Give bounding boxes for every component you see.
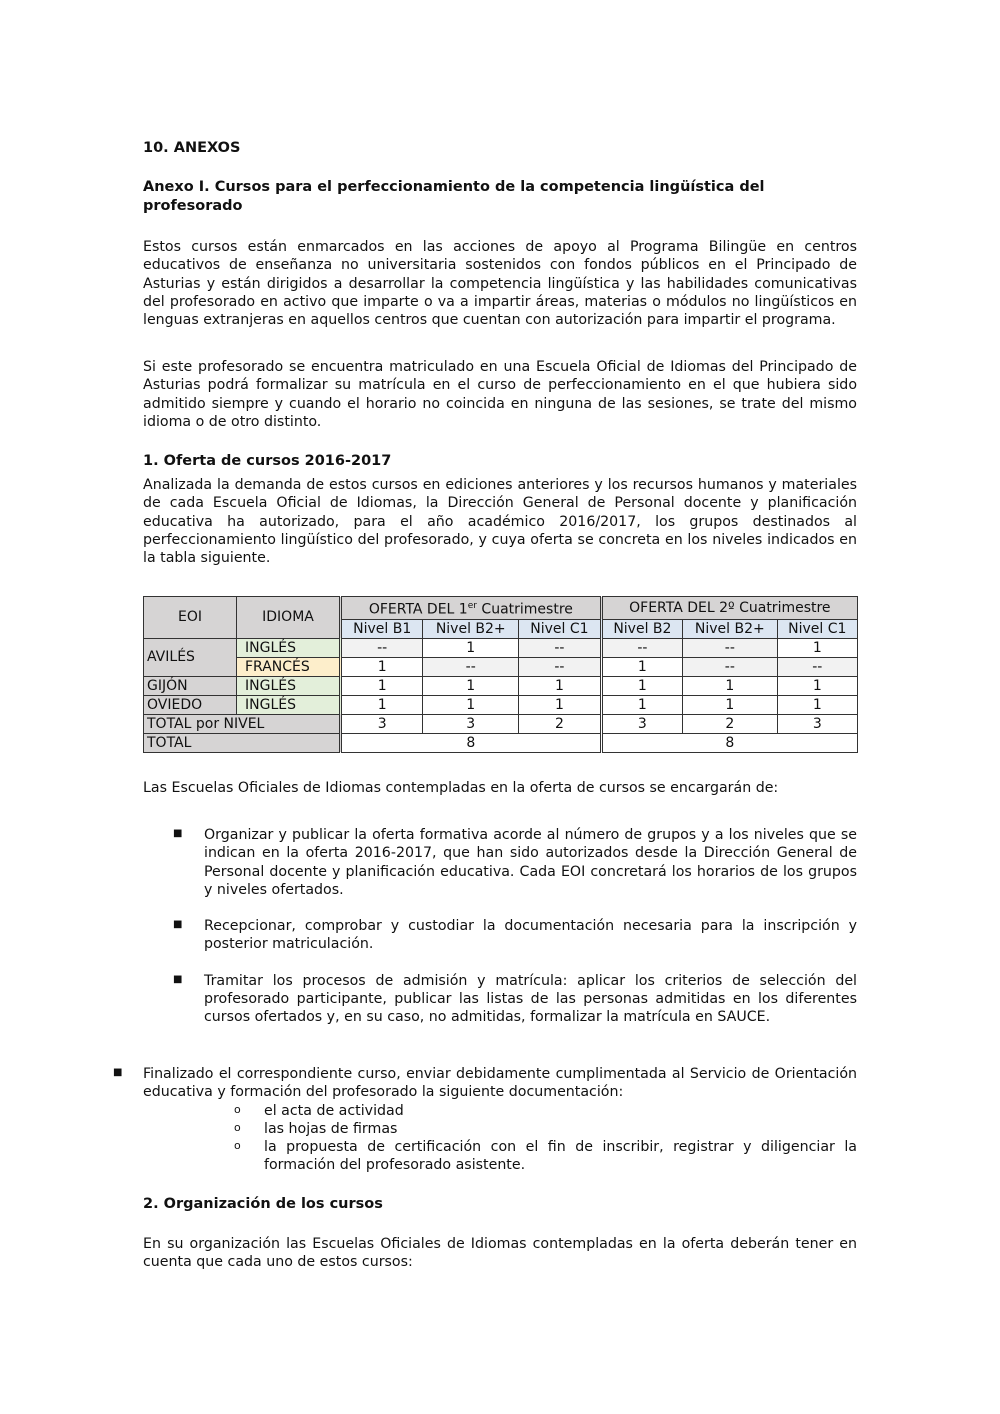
level-header: Nivel B2+ [423, 619, 519, 638]
table-row [144, 657, 858, 676]
square-bullet-icon: ■ [173, 828, 183, 839]
value-cell: -- [683, 657, 778, 676]
value-cell: 1 [601, 695, 682, 714]
value-cell: 1 [683, 695, 778, 714]
value-cell: -- [341, 638, 423, 657]
total-cell: 3 [423, 714, 519, 733]
value-cell: 1 [777, 638, 857, 657]
list-item: o el acta de actividad [234, 1102, 404, 1119]
after-table-text: Las Escuelas Oficiales de Idiomas contempladas en la oferta de cursos se encargarán de: [143, 780, 779, 796]
circle-bullet-icon: o [234, 1139, 241, 1153]
value-cell: -- [423, 657, 519, 676]
idioma-cell: INGLÉS [237, 676, 341, 695]
header-idioma: IDIOMA [237, 597, 341, 639]
value-cell: 1 [341, 695, 423, 714]
table-row [144, 676, 858, 695]
table-row [144, 695, 858, 714]
square-bullet-icon: ■ [173, 919, 183, 931]
total-group1: 8 [341, 733, 602, 752]
header-eoi: EOI [144, 597, 237, 639]
section1-paragraph: Analizada la demanda de estos cursos en ediciones anteriores y los recursos humanos y materiales de cada Escuela Oficial de Idiomas, la Dirección General de Personal docente y planificación educativa ha autorizado, para el año académico 2016/2017, los grupos destinados al perfeccionamiento lingüístico del profesorado, y cuya oferta se concreta en los niveles indicados en la tabla siguiente. [143, 477, 857, 567]
header-group2: OFERTA DEL 2º Cuatrimestre [601, 597, 857, 620]
eoi-cell: AVILÉS [144, 638, 237, 676]
circle-bullet-icon: o [234, 1120, 241, 1134]
total-row [144, 733, 858, 752]
level-header: Nivel B1 [341, 619, 423, 638]
value-cell: 1 [423, 638, 519, 657]
value-cell: 1 [423, 695, 519, 714]
section2-title: 2. Organización de los cursos [143, 1196, 383, 1212]
list-item: o las hojas de firmas [234, 1120, 398, 1137]
header-group1: OFERTA DEL 1er Cuatrimestre [341, 597, 602, 620]
total-group2: 8 [601, 733, 857, 752]
value-cell: 1 [519, 695, 602, 714]
table-row [144, 638, 858, 657]
section2-paragraph: En su organización las Escuelas Oficiales de Idiomas contempladas en la oferta deberán tener en cuenta que cada uno de estos cursos: [143, 1236, 857, 1271]
value-cell: 1 [601, 657, 682, 676]
value-cell: 1 [341, 657, 423, 676]
circle-bullet-icon: o [234, 1102, 241, 1116]
section1-title: 1. Oferta de cursos 2016-2017 [143, 453, 392, 469]
eoi-cell: OVIEDO [144, 695, 237, 714]
level-header: Nivel C1 [777, 619, 857, 638]
intro-paragraph-1: Estos cursos están enmarcados en las acciones de apoyo al Programa Bilingüe en centros educativos de enseñanza no universitaria sostenidos con fondos públicos en el Principado de Asturias y están dirigidos a desarrollar la competencia lingüística y las habilidades comunicativas del profesorado en activo que imparte o va a impartir áreas, materias o módulos no lingüísticos en lenguas extranjeras en aquellos centros que cuentan con autorización para impartir el programa. [143, 239, 857, 329]
list-item: ■ Organizar y publicar la oferta formativa acorde al número de grupos y a los niveles que se indican en la oferta 2016-2017, que han sido autorizados desde la Dirección General de Personal docente y planificación educativa. Cada EOI concretará los horarios de los grupos y niveles ofertados. [173, 827, 857, 898]
final-task: ■ Finalizado el correspondiente curso, enviar debidamente cumplimentada al Servicio de Orientación educativa y formación del profesorado la siguiente documentación: o el acta de actividad o las hojas de firmas o la propuesta de certificación con el fin de inscribir, registrar y diligenciar la formación del profesorado asistente. [113, 1066, 857, 1174]
level-header: Nivel C1 [519, 619, 602, 638]
tasks-list [143, 826, 857, 1027]
sub-list [143, 1102, 857, 1175]
value-cell: 1 [519, 676, 602, 695]
list-item: ■ Recepcionar, comprobar y custodiar la documentación necesaria para la inscripción y posterior matriculación. [173, 918, 857, 953]
section-title: 10. ANEXOS [143, 140, 241, 156]
total-por-nivel-label: TOTAL por NIVEL [144, 714, 341, 733]
eoi-cell: GIJÓN [144, 676, 237, 695]
value-cell: 1 [777, 676, 857, 695]
level-header: Nivel B2 [601, 619, 682, 638]
total-cell: 3 [777, 714, 857, 733]
list-item: ■ Tramitar los procesos de admisión y matrícula: aplicar los criterios de selección del profesorado participante, publicar las listas de las personas admitidas en los diferentes cursos ofertados y, en su caso, no admitidas, formalizar la matrícula en SAUCE. [173, 972, 857, 1026]
value-cell: 1 [341, 676, 423, 695]
idioma-cell: FRANCÉS [237, 657, 341, 676]
total-cell: 3 [601, 714, 682, 733]
total-cell: 3 [341, 714, 423, 733]
idioma-cell: INGLÉS [237, 695, 341, 714]
level-header: Nivel B2+ [683, 619, 778, 638]
total-cell: 2 [519, 714, 602, 733]
square-bullet-icon: ■ [113, 1067, 123, 1078]
list-item: o la propuesta de certificación con el fin de inscribir, registrar y diligenciar la formación del profesorado asistente. [234, 1139, 857, 1174]
value-cell: 1 [423, 676, 519, 695]
value-cell: -- [519, 657, 602, 676]
value-cell: -- [683, 638, 778, 657]
idioma-cell: INGLÉS [237, 638, 341, 657]
value-cell: 1 [601, 676, 682, 695]
value-cell: -- [777, 657, 857, 676]
value-cell: 1 [683, 676, 778, 695]
oferta-table [143, 596, 858, 753]
total-cell: 2 [683, 714, 778, 733]
square-bullet-icon: ■ [173, 973, 183, 985]
annex-title [143, 178, 857, 216]
annex-title-line2: profesorado [143, 198, 243, 214]
annex-title-line1: Anexo I. Cursos para el perfeccionamiento de la competencia lingüística del [143, 179, 765, 195]
value-cell: -- [601, 638, 682, 657]
intro-paragraph-2: Si este profesorado se encuentra matriculado en una Escuela Oficial de Idiomas del Principado de Asturias podrá formalizar su matrícula en el curso de perfeccionamiento en el que hubiera sido admitido siempre y cuando el horario no coincida en ninguna de las sesiones, se trate del mismo idioma o de otro distinto. [143, 359, 857, 430]
value-cell: -- [519, 638, 602, 657]
total-label: TOTAL [144, 733, 341, 752]
total-por-nivel-row [144, 714, 858, 733]
value-cell: 1 [777, 695, 857, 714]
